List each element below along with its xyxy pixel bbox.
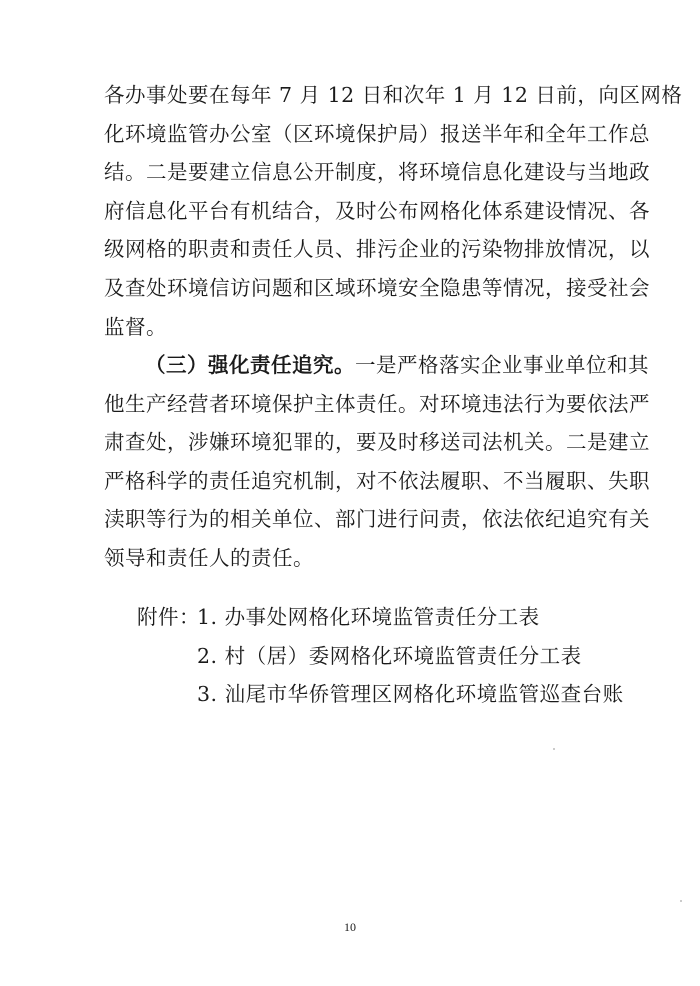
paragraph-line: 化环境监管办公室（区环境保护局）报送半年和全年工作总 bbox=[104, 121, 650, 146]
attachment-label: 附件： bbox=[137, 605, 200, 629]
paragraph-line: 肃查处，涉嫌环境犯罪的，要及时移送司法机关。二是建立 bbox=[104, 430, 650, 455]
paragraph-line: 领导和责任人的责任。 bbox=[104, 545, 314, 570]
paragraph-line: 各办事处要在每年 7 月 12 日和次年 1 月 12 日前，向区网格 bbox=[104, 83, 683, 107]
paragraph-line: 他生产经营者环境保护主体责任。对环境违法行为要依法严 bbox=[104, 391, 650, 416]
paragraph-line: 府信息化平台有机结合，及时公布网格化体系建设情况、各 bbox=[104, 198, 650, 223]
paragraph-information-disclosure bbox=[104, 76, 683, 346]
scan-speck bbox=[553, 748, 555, 750]
paragraph-first-line bbox=[104, 346, 649, 385]
attachment-row bbox=[137, 637, 624, 676]
page-number: 10 bbox=[344, 920, 356, 934]
attachment-item: 2. 村（居）委网格化环境监管责任分工表 bbox=[197, 643, 582, 668]
section-heading: （三）强化责任追究。 bbox=[145, 353, 355, 377]
attachment-item: 3. 汕尾市华侨管理区网格化环境监管巡查台账 bbox=[197, 682, 624, 706]
attachment-list bbox=[137, 598, 624, 714]
paragraph-line: 严格科学的责任追究机制，对不依法履职、不当履职、失职 bbox=[104, 468, 650, 493]
paragraph-line: 结。二是要建立信息公开制度，将环境信息化建设与当地政 bbox=[104, 160, 650, 185]
paragraph-accountability bbox=[104, 346, 650, 578]
paragraph-line: 及查处环境信访问题和区域环境安全隐患等情况，接受社会 bbox=[104, 275, 650, 300]
attachment-item: 1. 办事处网格化环境监管责任分工表 bbox=[197, 605, 540, 629]
scan-speck bbox=[680, 900, 682, 902]
paragraph-line: 监督。 bbox=[104, 314, 167, 339]
paragraph-line-text: 一是严格落实企业事业单位和其 bbox=[355, 353, 649, 377]
paragraph-line: 渎职等行为的相关单位、部门进行问责，依法依纪追究有关 bbox=[104, 507, 650, 532]
attachment-row bbox=[137, 675, 624, 714]
attachment-row bbox=[137, 598, 624, 637]
paragraph-line: 级网格的职责和责任人员、排污企业的污染物排放情况，以 bbox=[104, 237, 650, 262]
